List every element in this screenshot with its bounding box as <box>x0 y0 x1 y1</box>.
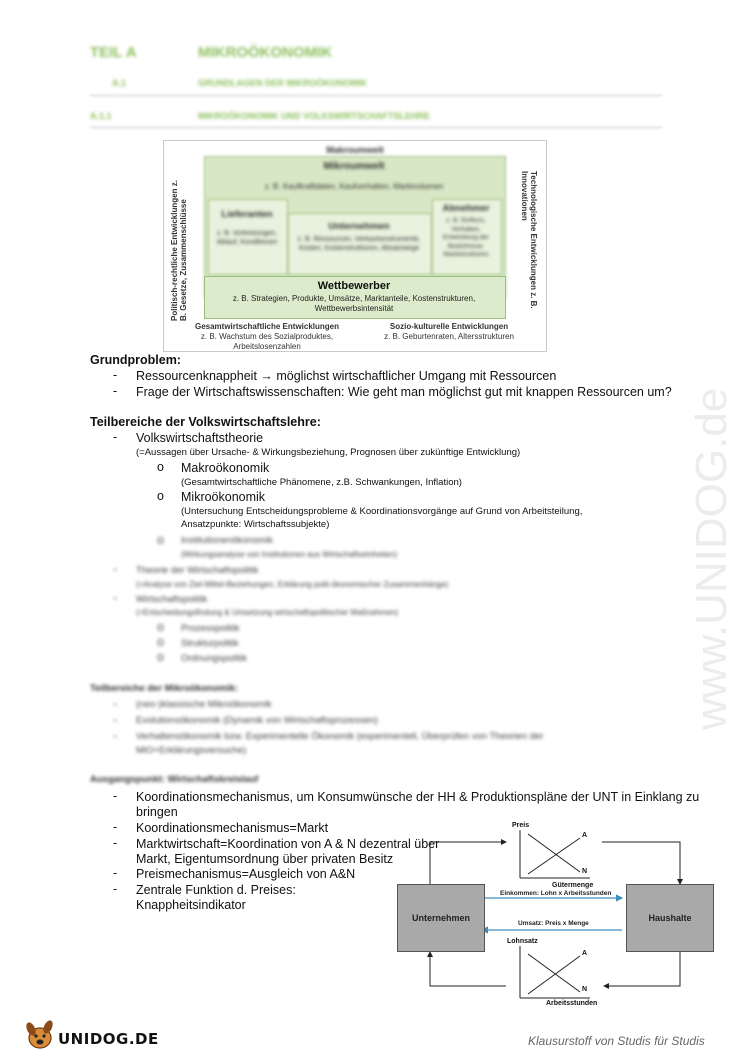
bullet-dash: - <box>113 789 118 803</box>
lower-a-label: A <box>582 950 588 957</box>
unternehmen-title: Unternehmen <box>328 221 390 232</box>
bullet-circle: o <box>157 533 164 547</box>
vwl-theorie-note: (=Aussagen über Ursache- & Wirkungsbeziehung, Prognosen über zukünftige Entwicklung) <box>136 447 521 458</box>
vwl-mikro-note-1: (Untersuchung Entscheidungsprobleme & Koordinationsvorgänge auf Grund von Arbeitsteilung, <box>181 506 583 517</box>
bottom-right-sub: z. B. Geburtenraten, Altersstrukturen <box>384 332 514 341</box>
bullet-dash: - <box>113 384 118 398</box>
einkommen-label: Einkommen: Lohn x Arbeitsstunden <box>500 890 612 897</box>
subsection-rule <box>90 127 662 128</box>
vwl-institutionen: Institutionenökonomik <box>181 535 273 546</box>
lower-supply <box>528 956 580 994</box>
preis-label: Preis <box>512 822 530 829</box>
mikro-item-2: Evolutionsökonomik (Dynamik von Wirtschaftsprozessen) <box>136 715 378 726</box>
ausgang-item-5: Zentrale Funktion d. Preises: <box>136 883 296 897</box>
flow-arrow-bottom-left <box>430 952 506 986</box>
subsection-number: A.1.1 <box>90 111 112 121</box>
bottom-left-sub2: Arbeitslosenzahlen <box>233 342 301 351</box>
dog-logo-icon <box>22 1016 58 1052</box>
bullet-circle: o <box>157 635 164 649</box>
ausgang-item-2: Koordinationsmechanismus=Markt <box>136 821 329 835</box>
section-rule <box>90 95 662 96</box>
vwl-theorie-politik-note: (=Analyse von Ziel-Mittel-Beziehungen, Erklärung polit-ökonomischer Zusammenhänge) <box>136 580 449 589</box>
mikro-item-4: MiO+Erklärungsversuche) <box>136 745 247 756</box>
upper-n-label: N <box>582 868 588 875</box>
ausgang-heading: Ausgangspunkt: Wirtschaftskreislauf <box>90 774 259 785</box>
bullet-dash: - <box>113 729 118 743</box>
vwl-politik-item-1: Prozesspolitik <box>181 623 240 634</box>
mikro-item-3: Verhaltensökonomik bzw. Experimentelle Ökonomik (experimentell, Überprüfen von Theorien der <box>136 731 544 742</box>
unternehmen-label: Unternehmen <box>411 913 470 923</box>
abnehmer-sub: z. B. Einfluss, Verhalten, Entwicklung der Bedürfnisse, Marktstrukturen <box>443 217 489 258</box>
upper-demand <box>528 834 580 872</box>
bullet-dash: - <box>113 591 118 605</box>
mikro-sub: z. B. Kaufkraftdaten, Kaufverhalten, Marktvolumen <box>264 182 444 191</box>
footer-tagline: Klausurstoff von Studis für Studis <box>528 1034 705 1048</box>
vwl-politik-item-3: Ordnungspolitik <box>181 653 248 664</box>
vwl-makro: Makroökonomik <box>181 461 270 475</box>
ausgang-item-1b: bringen <box>136 805 178 819</box>
right-vertical-label: Technologische Entwicklungen z. B. Innovationen <box>520 171 538 309</box>
bullet-circle: o <box>157 460 164 474</box>
bottom-right-title: Sozio-kulturelle Entwicklungen <box>389 322 509 331</box>
section-title: GRUNDLAGEN DER MIKROÖKONOMIK <box>198 78 367 88</box>
upper-supply <box>528 838 580 874</box>
part-title: MIKROÖKONOMIK <box>198 44 333 61</box>
vwl-politik-note: (=Entscheidungsfindung & Umsetzung wirtschaftspolitischer Maßnahmen) <box>136 608 399 617</box>
watermark-text: www.UNIDOG.de <box>687 387 736 730</box>
makro-label: Makroumwelt <box>326 145 384 155</box>
ausgang-item-3: Marktwirtschaft=Koordination von A & N dezentral über <box>136 837 440 851</box>
mikro-title: Mikroumwelt <box>323 161 385 172</box>
vwl-institutionen-note: (Wirkungsanalyse von Institutionen aus Wirtschaftseinheiten) <box>181 550 398 559</box>
ausgang-item-5b: Knappheitsindikator <box>136 898 246 912</box>
vwl-heading: Teilbereiche der Volkswirtschaftslehre: <box>90 415 321 429</box>
vwl-politik-item-2: Strukturpolitik <box>181 638 239 649</box>
bullet-dash: - <box>113 562 118 576</box>
flow-arrow-top-right <box>602 842 680 884</box>
abnehmer-title: Abnehmer <box>442 203 490 214</box>
bullet-dash: - <box>113 820 118 834</box>
flow-arrow-bottom-right <box>604 950 680 986</box>
bullet-circle: o <box>157 650 164 664</box>
lohnsatz-label: Lohnsatz <box>507 938 538 945</box>
bottom-left-sub1: z. B. Wachstum des Sozialproduktes, <box>200 332 334 341</box>
grundproblem-item-2: Frage der Wirtschaftswissenschaften: Wie geht man möglichst gut mit knappen Ressourcen um? <box>136 385 672 399</box>
mikro-heading: Teilbereiche der Mikroökonomik: <box>90 683 239 694</box>
lieferanten-title: Lieferanten <box>221 209 273 220</box>
bullet-dash: - <box>113 866 118 880</box>
haushalte-label: Haushalte <box>648 913 692 923</box>
grundproblem-item-1: Ressourcenknappheit → möglichst wirtschaftlicher Umgang mit Ressourcen <box>136 369 557 383</box>
haushalte-box <box>626 884 714 952</box>
wettbewerber-title: Wettbewerber <box>317 280 391 292</box>
bottom-left-title: Gesamtwirtschaftliche Entwicklungen <box>194 322 340 331</box>
vwl-mikro-note-2: Ansatzpunkte: Wirtschaftssubjekte) <box>181 519 330 530</box>
ausgang-item-1: Koordinationsmechanismus, um Konsumwünsche der HH & Produktionspläne der UNT in Einklang zu <box>136 790 700 804</box>
bullet-dash: - <box>113 882 118 896</box>
umsatz-label: Umsatz: Preis x Menge <box>518 920 589 927</box>
ausgang-item-3b: Markt, Eigentumsordnung über privaten Besitz <box>136 852 394 866</box>
mikro-item-1: (neo-)klassische Mikroökonomik <box>136 699 272 710</box>
bullet-dash: - <box>113 713 118 727</box>
unternehmen-box <box>397 884 485 952</box>
vwl-mikro: Mikroökonomik <box>181 490 266 504</box>
unternehmen-sub: z. B. Ressourcen, Verkaufsinstrumente, Kosten, Kostenstrukturen, Absatzwege <box>297 236 421 252</box>
grundproblem-heading: Grundproblem: <box>90 353 181 367</box>
upper-a-label: A <box>582 832 588 839</box>
vwl-politik: Wirtschaftspolitik <box>136 594 208 605</box>
lower-demand <box>528 954 580 992</box>
ausgang-item-4: Preismechanismus=Ausgleich von A&N <box>136 867 356 881</box>
lieferanten-sub: z. B. Vorleistungen, Ablauf, Konditionen <box>216 230 278 246</box>
logo-text: UNIDOG.DE <box>58 1030 159 1048</box>
subsection-title: MIKROÖKONOMIK UND VOLKSWIRTSCHAFTSLEHRE <box>198 111 430 121</box>
section-number: A.1 <box>112 78 127 88</box>
bullet-dash: - <box>113 697 118 711</box>
bullet-circle: o <box>157 489 164 503</box>
arbeitsstunden-label: Arbeitsstunden <box>546 1000 598 1007</box>
wettbewerber-sub: z. B. Strategien, Produkte, Umsätze, Marktanteile, Kostenstrukturen, Wettbewerbsintensität <box>232 294 476 313</box>
vwl-makro-note: (Gesamtwirtschaftliche Phänomene, z.B. Schwankungen, Inflation) <box>181 477 462 488</box>
environment-figure <box>163 140 547 352</box>
flow-arrow-top <box>430 842 506 884</box>
watermark <box>648 270 748 740</box>
vwl-theorie: Volkswirtschaftstheorie <box>136 431 264 445</box>
left-vertical-label: Politisch-rechtliche Entwicklungen z. B. Gesetze, Zusammenschlüsse <box>170 180 188 321</box>
lower-n-label: N <box>582 986 588 993</box>
vwl-theorie-politik: Theorie der Wirtschaftspolitik <box>136 565 259 576</box>
bullet-circle: o <box>157 620 164 634</box>
bullet-dash: - <box>113 836 118 850</box>
bullet-dash: - <box>113 430 118 444</box>
gutermenge-label: Gütermenge <box>552 882 594 889</box>
bullet-dash: - <box>113 368 118 382</box>
part-number: TEIL A <box>90 44 137 61</box>
